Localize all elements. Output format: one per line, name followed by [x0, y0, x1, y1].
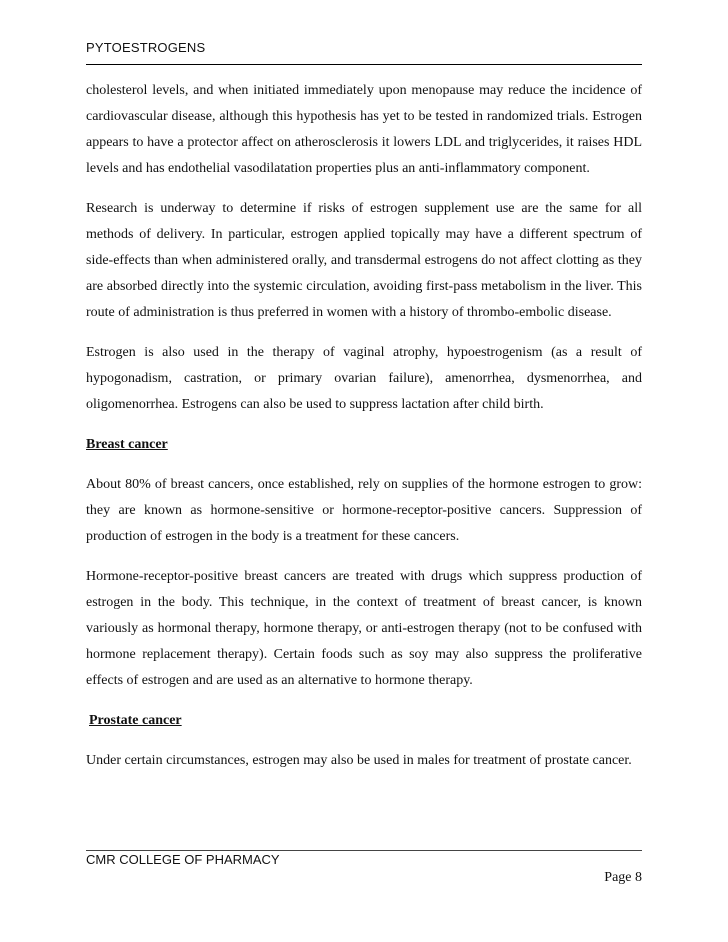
- paragraph: About 80% of breast cancers, once established, rely on supplies of the hormone estrogen to grow: they are known as hormone-sensitive or hormone-receptor-positive cancers. Suppression of production of estrogen in the body is a treatment for these cancers.: [86, 477, 642, 544]
- footer-divider: [86, 850, 642, 851]
- paragraph: Estrogen is also used in the therapy of vaginal atrophy, hypoestrogenism (as a result of hypogonadism, castration, or primary ovarian failure), amenorrhea, dysmenorrhea, and oligomenorrhea. Estrogens can also be used to suppress lactation after child birth.: [86, 345, 642, 412]
- paragraph: cholesterol levels, and when initiated immediately upon menopause may reduce the incidence of cardiovascular disease, although this hypothesis has yet to be tested in randomized trials. Estrogen appears to have a protector affect on atherosclerosis it lowers LDL and triglycerides, it raises HDL levels and has endothelial vasodilatation properties plus an anti-inflammatory component.: [86, 83, 642, 176]
- page-body: [86, 78, 642, 788]
- header-divider: [86, 64, 642, 65]
- footer-college-name: CMR COLLEGE OF PHARMACY: [86, 852, 280, 867]
- paragraph: Research is underway to determine if risks of estrogen supplement use are the same for all methods of delivery. In particular, estrogen applied topically may have a different spectrum of side-effects than when administered orally, and transdermal estrogens do not affect clotting as they are absorbed directly into the systemic circulation, avoiding first-pass metabolism in the liver. This route of administration is thus preferred in women with a history of thrombo-embolic disease.: [86, 201, 642, 320]
- section-heading-prostate-cancer: Prostate cancer: [89, 713, 182, 728]
- page-number: Page 8: [604, 870, 642, 885]
- section-heading-breast-cancer: Breast cancer: [86, 437, 168, 452]
- running-header: PYTOESTROGENS: [86, 40, 206, 55]
- paragraph: Hormone-receptor-positive breast cancers are treated with drugs which suppress production of estrogen in the body. This technique, in the context of treatment of breast cancer, is known variously as hormonal therapy, hormone therapy, or anti-estrogen therapy (not to be confused with hormone replacement therapy). Certain foods such as soy may also suppress the proliferative effects of estrogen and are used as an alternative to hormone therapy.: [86, 569, 642, 688]
- paragraph: Under certain circumstances, estrogen may also be used in males for treatment of prostate cancer.: [86, 753, 632, 768]
